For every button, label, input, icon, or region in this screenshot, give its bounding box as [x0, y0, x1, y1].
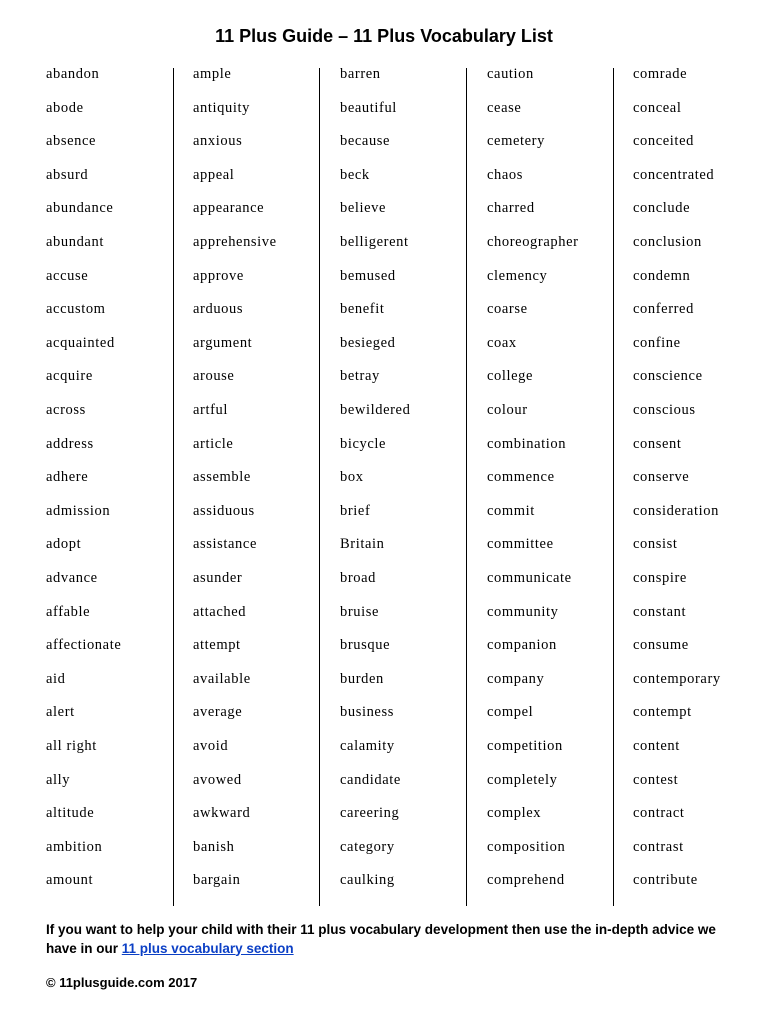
- vocabulary-word: assiduous: [193, 502, 255, 519]
- vocabulary-word: antiquity: [193, 99, 250, 116]
- vocabulary-word: bargain: [193, 872, 241, 889]
- vocabulary-word: altitude: [46, 805, 95, 822]
- vocabulary-word: comprehend: [487, 872, 565, 889]
- vocabulary-word: available: [193, 670, 251, 687]
- vocabulary-word: acquainted: [46, 334, 115, 351]
- vocabulary-word: all right: [46, 738, 97, 754]
- vocabulary-word: confine: [633, 334, 681, 351]
- vocabulary-word: contract: [633, 805, 685, 822]
- vocabulary-word: committee: [487, 536, 554, 553]
- vocabulary-word: consist: [633, 536, 678, 553]
- vocabulary-word: across: [46, 402, 86, 418]
- vocabulary-word: brusque: [340, 637, 391, 654]
- vocabulary-word: asunder: [193, 570, 243, 586]
- vocabulary-word: comrade: [633, 66, 688, 82]
- vocabulary-word: category: [340, 838, 395, 855]
- vocabulary-word: assistance: [193, 536, 257, 553]
- vocabulary-word: cemetery: [487, 133, 545, 150]
- vocabulary-word: avowed: [193, 771, 242, 788]
- vocabulary-word: choreographer: [487, 234, 579, 250]
- vocabulary-word: accustom: [46, 301, 106, 318]
- vocabulary-word: barren: [340, 66, 381, 82]
- column-divider: [466, 68, 467, 906]
- vocabulary-word: competition: [487, 738, 563, 754]
- vocabulary-word: content: [633, 738, 680, 754]
- vocabulary-word: arouse: [193, 368, 235, 385]
- vocabulary-word: because: [340, 133, 391, 150]
- vocabulary-word: conspire: [633, 570, 687, 586]
- vocabulary-word: beautiful: [340, 99, 397, 116]
- vocabulary-word: article: [193, 435, 234, 452]
- vocabulary-word: ample: [193, 66, 232, 82]
- vocabulary-word: benefit: [340, 301, 385, 318]
- vocabulary-word: business: [340, 704, 394, 721]
- vocabulary-word: company: [487, 670, 545, 687]
- vocabulary-word: attempt: [193, 637, 241, 654]
- vocabulary-word: burden: [340, 670, 384, 687]
- vocabulary-word: broad: [340, 570, 377, 586]
- vocabulary-word: concentrated: [633, 166, 715, 183]
- vocabulary-word: acquire: [46, 368, 93, 385]
- copyright: © 11plusguide.com 2017: [46, 975, 198, 990]
- vocabulary-word: arduous: [193, 301, 244, 318]
- vocabulary-word: anxious: [193, 133, 243, 150]
- vocabulary-word: appearance: [193, 200, 265, 217]
- vocabulary-word: admission: [46, 502, 111, 519]
- vocabulary-word: conserve: [633, 469, 690, 486]
- vocabulary-word: besieged: [340, 334, 396, 351]
- vocabulary-word: conceited: [633, 133, 694, 150]
- vocabulary-word: appeal: [193, 166, 235, 183]
- vocabulary-word: conferred: [633, 301, 694, 318]
- vocabulary-word: adopt: [46, 536, 82, 553]
- vocabulary-word: charred: [487, 200, 535, 217]
- vocabulary-word: coarse: [487, 301, 528, 318]
- vocabulary-word: abundance: [46, 200, 114, 217]
- vocabulary-word: contribute: [633, 872, 698, 889]
- vocabulary-word: abundant: [46, 234, 104, 250]
- vocabulary-word: Britain: [340, 536, 385, 553]
- vocabulary-word: contest: [633, 771, 679, 788]
- vocabulary-word: amount: [46, 872, 94, 889]
- vocabulary-word: apprehensive: [193, 234, 277, 250]
- vocabulary-word: combination: [487, 435, 567, 452]
- column-divider: [319, 68, 320, 906]
- vocabulary-word: avoid: [193, 738, 229, 754]
- vocabulary-word: approve: [193, 267, 244, 284]
- vocabulary-word: contrast: [633, 838, 684, 855]
- vocabulary-word: bicycle: [340, 435, 387, 452]
- vocabulary-word: banish: [193, 838, 235, 855]
- vocabulary-word: bemused: [340, 267, 396, 284]
- vocabulary-word: address: [46, 435, 94, 452]
- vocabulary-word: abandon: [46, 66, 100, 82]
- vocabulary-word: abode: [46, 99, 84, 116]
- vocabulary-grid: [0, 62, 768, 906]
- vocabulary-word: compel: [487, 704, 534, 721]
- vocabulary-word: affable: [46, 603, 91, 620]
- vocabulary-word: betray: [340, 368, 380, 385]
- vocabulary-word: conclusion: [633, 234, 702, 250]
- vocabulary-word: affectionate: [46, 637, 122, 654]
- vocabulary-word: completely: [487, 771, 558, 788]
- column-divider: [613, 68, 614, 906]
- vocabulary-word: awkward: [193, 805, 251, 822]
- vocabulary-word: caution: [487, 66, 534, 82]
- vocabulary-word: bewildered: [340, 402, 411, 418]
- vocabulary-word: conscience: [633, 368, 703, 385]
- vocabulary-word: commence: [487, 469, 555, 486]
- vocabulary-word: conscious: [633, 402, 696, 418]
- vocabulary-word: conclude: [633, 200, 691, 217]
- vocabulary-word: communicate: [487, 570, 572, 586]
- vocabulary-word: alert: [46, 704, 75, 721]
- page-title: 11 Plus Guide – 11 Plus Vocabulary List: [215, 26, 553, 46]
- vocabulary-word: bruise: [340, 603, 380, 620]
- vocabulary-word: adhere: [46, 469, 89, 486]
- vocabulary-word: attached: [193, 603, 247, 620]
- vocabulary-word: aid: [46, 670, 66, 687]
- vocabulary-word: average: [193, 704, 243, 721]
- vocabulary-word: coax: [487, 334, 517, 351]
- vocabulary-word: artful: [193, 402, 229, 418]
- vocabulary-word: absence: [46, 133, 97, 150]
- vocabulary-word: candidate: [340, 771, 401, 788]
- vocabulary-word: community: [487, 603, 559, 620]
- vocabulary-word: believe: [340, 200, 387, 217]
- column-divider: [173, 68, 174, 906]
- vocabulary-word: contemporary: [633, 670, 721, 687]
- vocabulary-word: caulking: [340, 872, 395, 889]
- vocabulary-word: advance: [46, 570, 98, 586]
- vocabulary-word: ally: [46, 771, 71, 788]
- vocabulary-word: constant: [633, 603, 687, 620]
- vocabulary-word: clemency: [487, 267, 548, 284]
- vocabulary-word: calamity: [340, 738, 395, 754]
- footer-note: [46, 921, 736, 958]
- vocabulary-word: assemble: [193, 469, 251, 486]
- vocabulary-word: belligerent: [340, 234, 409, 250]
- vocabulary-word: box: [340, 469, 364, 486]
- vocabulary-word: conceal: [633, 99, 682, 116]
- vocabulary-section-link[interactable]: 11 plus vocabulary section: [121, 940, 294, 956]
- vocabulary-word: absurd: [46, 166, 89, 183]
- vocabulary-word: chaos: [487, 166, 524, 183]
- vocabulary-word: brief: [340, 502, 371, 519]
- vocabulary-word: companion: [487, 637, 557, 654]
- vocabulary-word: commit: [487, 502, 535, 519]
- vocabulary-word: composition: [487, 838, 566, 855]
- vocabulary-word: careering: [340, 805, 400, 822]
- footer-text: If you want to help your child with their 11 plus vocabulary development then use the in-depth advice we have in our: [46, 922, 716, 956]
- vocabulary-word: consume: [633, 637, 689, 654]
- vocabulary-word: college: [487, 368, 534, 385]
- vocabulary-word: consideration: [633, 502, 719, 519]
- vocabulary-word: beck: [340, 166, 370, 183]
- vocabulary-word: accuse: [46, 267, 89, 284]
- vocabulary-word: complex: [487, 805, 542, 822]
- vocabulary-word: consent: [633, 435, 682, 452]
- vocabulary-word: cease: [487, 99, 522, 116]
- vocabulary-word: contempt: [633, 704, 692, 721]
- vocabulary-word: condemn: [633, 267, 691, 284]
- vocabulary-word: ambition: [46, 838, 103, 855]
- vocabulary-word: argument: [193, 334, 253, 351]
- vocabulary-word: colour: [487, 402, 528, 418]
